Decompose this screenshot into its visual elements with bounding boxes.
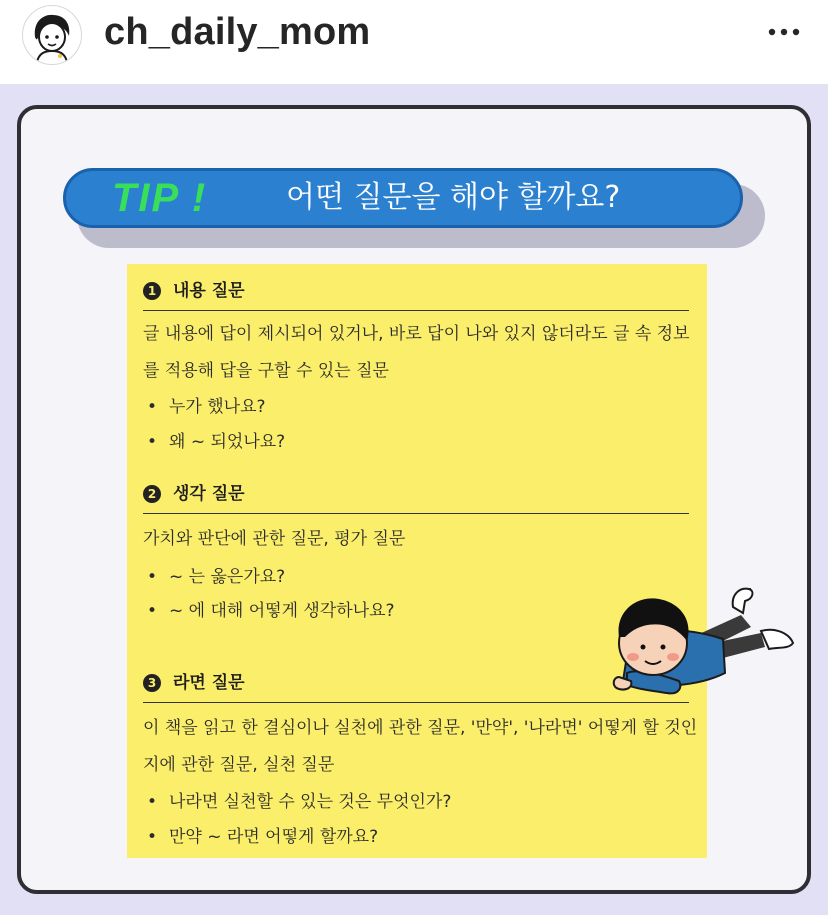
tip-banner	[63, 168, 743, 228]
question-types-note	[127, 264, 707, 858]
section-divider	[143, 310, 689, 311]
banner-title: 어떤 질문을 해야 할까요?	[286, 180, 621, 215]
section-title-content	[143, 280, 245, 302]
section-description: 가치와 판단에 관한 질문, 평가 질문	[143, 529, 406, 549]
section-title-text: 라면 질문	[173, 673, 245, 693]
post-header	[0, 0, 828, 84]
more-horizontal-icon[interactable]	[764, 18, 804, 46]
post-image[interactable]	[0, 84, 828, 915]
section-title-text: 생각 질문	[173, 484, 245, 504]
section-title-ramyeon	[143, 672, 245, 694]
list-item: • 왜 ~ 되었나요?	[147, 432, 286, 452]
section-number-badge: 3	[143, 674, 161, 692]
tip-label: TIP !	[112, 176, 208, 220]
section-title-text: 내용 질문	[173, 281, 245, 301]
list-item: • ~ 에 대해 어떻게 생각하나요?	[147, 601, 395, 621]
section-number-badge: 1	[143, 282, 161, 300]
section-divider	[143, 513, 689, 514]
list-item: • 누가 했나요?	[147, 397, 266, 417]
list-item: • 만약 ~ 라면 어떻게 할까요?	[147, 827, 379, 847]
tip-card	[17, 105, 811, 894]
section-description: 글 내용에 답이 제시되어 있거나, 바로 답이 나와 있지 않더라도 글 속 정보를 적용해 답을 구할 수 있는 질문	[143, 324, 690, 381]
lying-kid-illustration	[593, 577, 803, 717]
profile-avatar[interactable]	[22, 5, 82, 65]
section-number-badge: 2	[143, 485, 161, 503]
section-description: 이 책을 읽고 한 결심이나 실천에 관한 질문, '만약', '나라면' 어떻게 할 것인지에 관한 질문, 실천 질문	[143, 718, 698, 775]
avatar-illustration	[23, 6, 81, 64]
section-title-thinking	[143, 483, 245, 505]
list-item: • 나라면 실천할 수 있는 것은 무엇인가?	[147, 792, 452, 812]
username[interactable]: ch_daily_mom	[104, 11, 371, 53]
list-item: • ~ 는 옳은가요?	[147, 567, 286, 587]
